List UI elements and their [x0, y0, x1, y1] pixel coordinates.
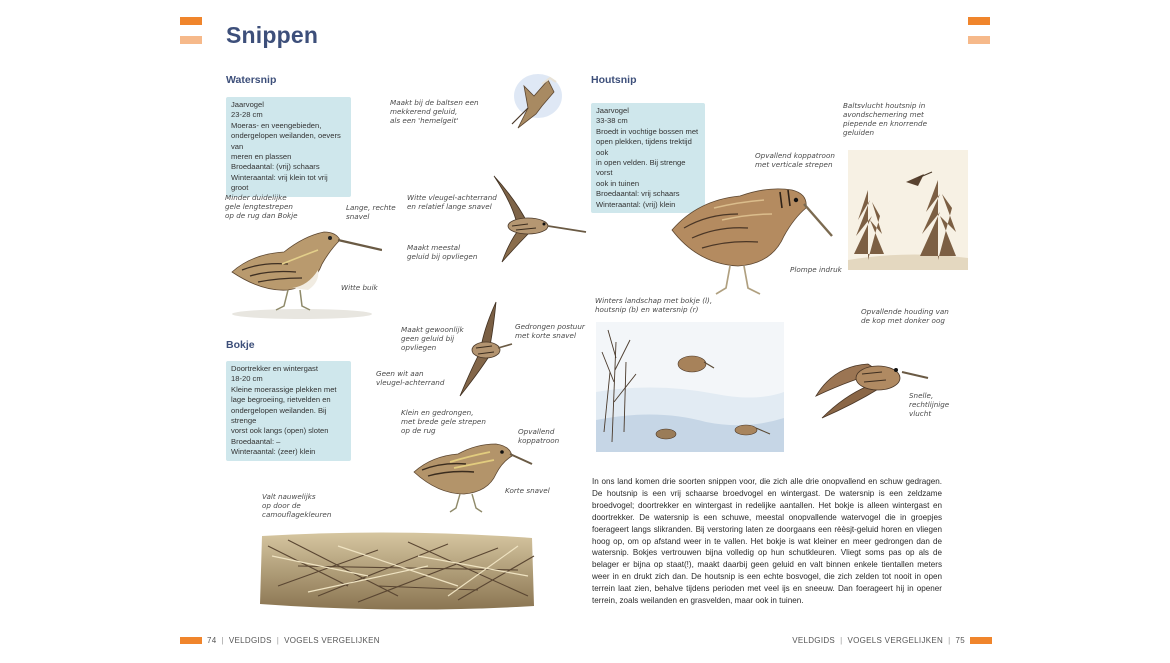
info-line: in open velden. Bij strenge vorst: [596, 158, 686, 178]
annotation-line: Lange, rechte: [346, 203, 396, 212]
annotation-line: Plompe indruk: [790, 265, 842, 274]
annotation-houtsnip-vlucht: [909, 391, 949, 418]
annotation-houtsnip-winter: [595, 296, 712, 314]
annotation-line: geluid bij opvliegen: [407, 252, 478, 261]
annotation-watersnip-balts: [390, 98, 479, 125]
corner-marker-top-right-light: [968, 36, 990, 44]
annotation-line: Opvallend koppatroon: [755, 151, 835, 160]
annotation-line: Opvallend: [518, 427, 555, 436]
annotation-line: Witte buik: [341, 283, 378, 292]
info-line: Broedt in vochtige bossen met: [596, 126, 699, 136]
annotation-line: Minder duidelijke: [225, 193, 287, 202]
watersnip-flying-illustration: [476, 170, 588, 270]
annotation-line: avondschemering met: [843, 110, 924, 119]
info-line: ondergelopen weilanden, oevers van: [231, 131, 341, 151]
bokje-camouflage-illustration: [258, 526, 536, 614]
footer-separator: |: [221, 636, 224, 645]
body-text: In ons land komen drie soorten snippen voor, die zich alle drie onopvallend en schuw gedragen. De houtsnip is een vrij schaarse broedvogel en wintergast. De watersnip is een zeldzame broedvogel; doortrekker en wintergast in redelijke aantallen. Het bokje is alleen wintergast en doortrekker. De watersnip is een schuwe, meestal onopvallende watervogel die in groepjes foerageert langs slikranden. Bij verstoring laten ze doorgaans een rèèsjt-geluid horen en vliegen hoog op, om op afstand weer in te vallen. Het bokje is wat kleiner en meer gedrongen dan de watersnip. Bokjes vertrouwen bijna volledig op hun schutkleuren. Vliegt soms pas op als de belager er bijna op staat(!), maakt daarbij geen geluid en valt binnen enkele tientallen meters weer in en drukt zich dan. De houtsnip is een echte bosvogel, die zich zelden tot nooit in open terrein laat zien, behalve tijdens perioden met veel ijs en sneeuw. Dan foerageert hij in opener terrein, zoals weilanden en grasvelden, maar ook in tuinen.: [592, 477, 942, 606]
annotation-line: piepende en knorrende: [843, 119, 928, 128]
bokje-flying-illustration: [446, 298, 516, 400]
corner-marker-top-left: [180, 17, 202, 25]
annotation-line: met korte snavel: [515, 331, 576, 340]
footer-right: [792, 636, 992, 645]
houtsnip-dusk-illustration: [848, 150, 968, 270]
annotation-line: op de rug: [401, 426, 436, 435]
annotation-line: Gedrongen postuur: [515, 322, 585, 331]
annotation-line: rechtlijnige: [909, 400, 950, 409]
info-line: Doortrekker en wintergast: [231, 364, 318, 373]
annotation-line: houtsnip (b) en watersnip (r): [595, 305, 699, 314]
annotation-line: op door de: [262, 501, 301, 510]
info-line: Kleine moerassige plekken met: [231, 384, 337, 394]
info-line: 18-20 cm: [231, 374, 263, 384]
info-line: Winteraantal: vrij klein tot vrij groot: [231, 172, 328, 193]
watersnip-standing-illustration: [222, 206, 382, 321]
houtsnip-heading: Houtsnip: [591, 74, 637, 86]
info-line: vorst ook langs (open) sloten: [231, 426, 329, 436]
annotation-line: opvliegen: [401, 343, 437, 352]
info-line: Jaarvogel: [231, 100, 264, 109]
annotation-line: vlucht: [909, 409, 932, 418]
info-line: Jaarvogel: [596, 106, 629, 115]
info-line: Broedaantal: (vrij) schaars: [231, 162, 320, 172]
footer-section-left: VELDGIDS: [228, 636, 272, 645]
info-line: ook in tuinen: [596, 178, 640, 188]
annotation-line: vleugel-achterrand: [376, 378, 445, 387]
annotation-houtsnip-indruk: [790, 265, 842, 274]
annotation-bokje-postuur: [515, 322, 585, 340]
footer-separator: |: [948, 636, 951, 645]
footer-separator: |: [276, 636, 280, 645]
annotation-bokje-vleugel: [376, 369, 444, 387]
annotation-line: Maakt gewoonlijk: [401, 325, 464, 334]
footer-separator: |: [840, 636, 843, 645]
annotation-line: snavel: [346, 212, 370, 221]
page-title: Snippen: [226, 22, 319, 48]
annotation-houtsnip-houding: [861, 307, 949, 325]
annotation-line: Geen wit aan: [376, 369, 424, 378]
footer-marker: [970, 637, 992, 644]
annotation-line: met verticale strepen: [755, 160, 833, 169]
footer-section-right: VELDGIDS: [792, 636, 836, 645]
page-number-right: 75: [955, 636, 965, 645]
annotation-bokje-snavel: [505, 486, 550, 495]
info-line: lage begroeiing, rietvelden en: [231, 395, 331, 405]
annotation-line: Opvallende houding van: [861, 307, 949, 316]
annotation-line: met brede gele strepen: [401, 417, 486, 426]
bokje-infobox: [226, 361, 351, 461]
annotation-line: Winters landschap met bokje (l),: [595, 296, 713, 305]
annotation-line: Valt nauwelijks: [262, 492, 316, 501]
footer-marker: [180, 637, 202, 644]
info-line: Winteraantal: (vrij) klein: [596, 199, 676, 209]
info-line: Broedaantal: vrij schaars: [596, 189, 680, 199]
houtsnip-standing-illustration: [668, 178, 833, 303]
annotation-line: camouflagekleuren: [262, 510, 332, 519]
page-number-left: 74: [207, 636, 217, 645]
annotation-watersnip-buik: [341, 283, 378, 292]
footer-chapter-right: VOGELS VERGELIJKEN: [847, 636, 944, 645]
annotation-line: en relatief lange snavel: [407, 202, 492, 211]
info-line: Broedaantal: –: [231, 436, 281, 446]
annotation-line: Maakt meestal: [407, 243, 461, 252]
annotation-bokje-camouflage: [262, 492, 331, 519]
annotation-line: Maakt bij de baltsen een: [390, 98, 479, 107]
annotation-line: Baltsvlucht houtsnip in: [843, 101, 926, 110]
info-line: open plekken, tijdens trektijd ook: [596, 137, 692, 157]
info-line: Moeras- en veengebieden,: [231, 120, 322, 130]
annotation-houtsnip-koppatroon: [755, 151, 835, 169]
info-line: 23-28 cm: [231, 110, 263, 120]
annotation-line: Klein en gedrongen,: [401, 408, 474, 417]
annotation-line: koppatroon: [518, 436, 560, 445]
info-line: ondergelopen weilanden. Bij strenge: [231, 405, 327, 426]
footer-left: [180, 636, 380, 645]
annotation-line: Korte snavel: [505, 486, 550, 495]
annotation-houtsnip-baltsvlucht: [843, 101, 927, 137]
bokje-standing-illustration: [410, 432, 535, 517]
info-line: meren en plassen: [231, 152, 292, 162]
footer-chapter-left: VOGELS VERGELIJKEN: [284, 636, 380, 645]
annotation-watersnip-geluid: [407, 243, 477, 261]
annotation-line: op de rug dan Bokje: [225, 211, 298, 220]
annotation-line: Snelle,: [909, 391, 934, 400]
info-line: 33-38 cm: [596, 116, 628, 126]
annotation-line: de kop met donker oog: [861, 316, 945, 325]
annotation-line: mekkerend geluid,: [390, 107, 458, 116]
watersnip-infobox: [226, 97, 351, 197]
annotation-bokje-strepen: [401, 408, 486, 435]
watersnip-heading: Watersnip: [226, 74, 277, 86]
annotation-line: als een 'hemelgeit': [390, 116, 459, 125]
annotation-line: Witte vleugel-achterrand: [407, 193, 497, 202]
annotation-line: gele lengtestrepen: [225, 202, 293, 211]
winter-landscape-illustration: [596, 322, 784, 452]
bokje-heading: Bokje: [226, 339, 255, 351]
corner-marker-top-right: [968, 17, 990, 25]
info-line: Winteraantal: (zeer) klein: [231, 447, 316, 457]
annotation-line: geen geluid bij: [401, 334, 455, 343]
watersnip-display-illustration: [498, 66, 566, 136]
annotation-line: geluiden: [843, 128, 875, 137]
corner-marker-top-left-light: [180, 36, 202, 44]
